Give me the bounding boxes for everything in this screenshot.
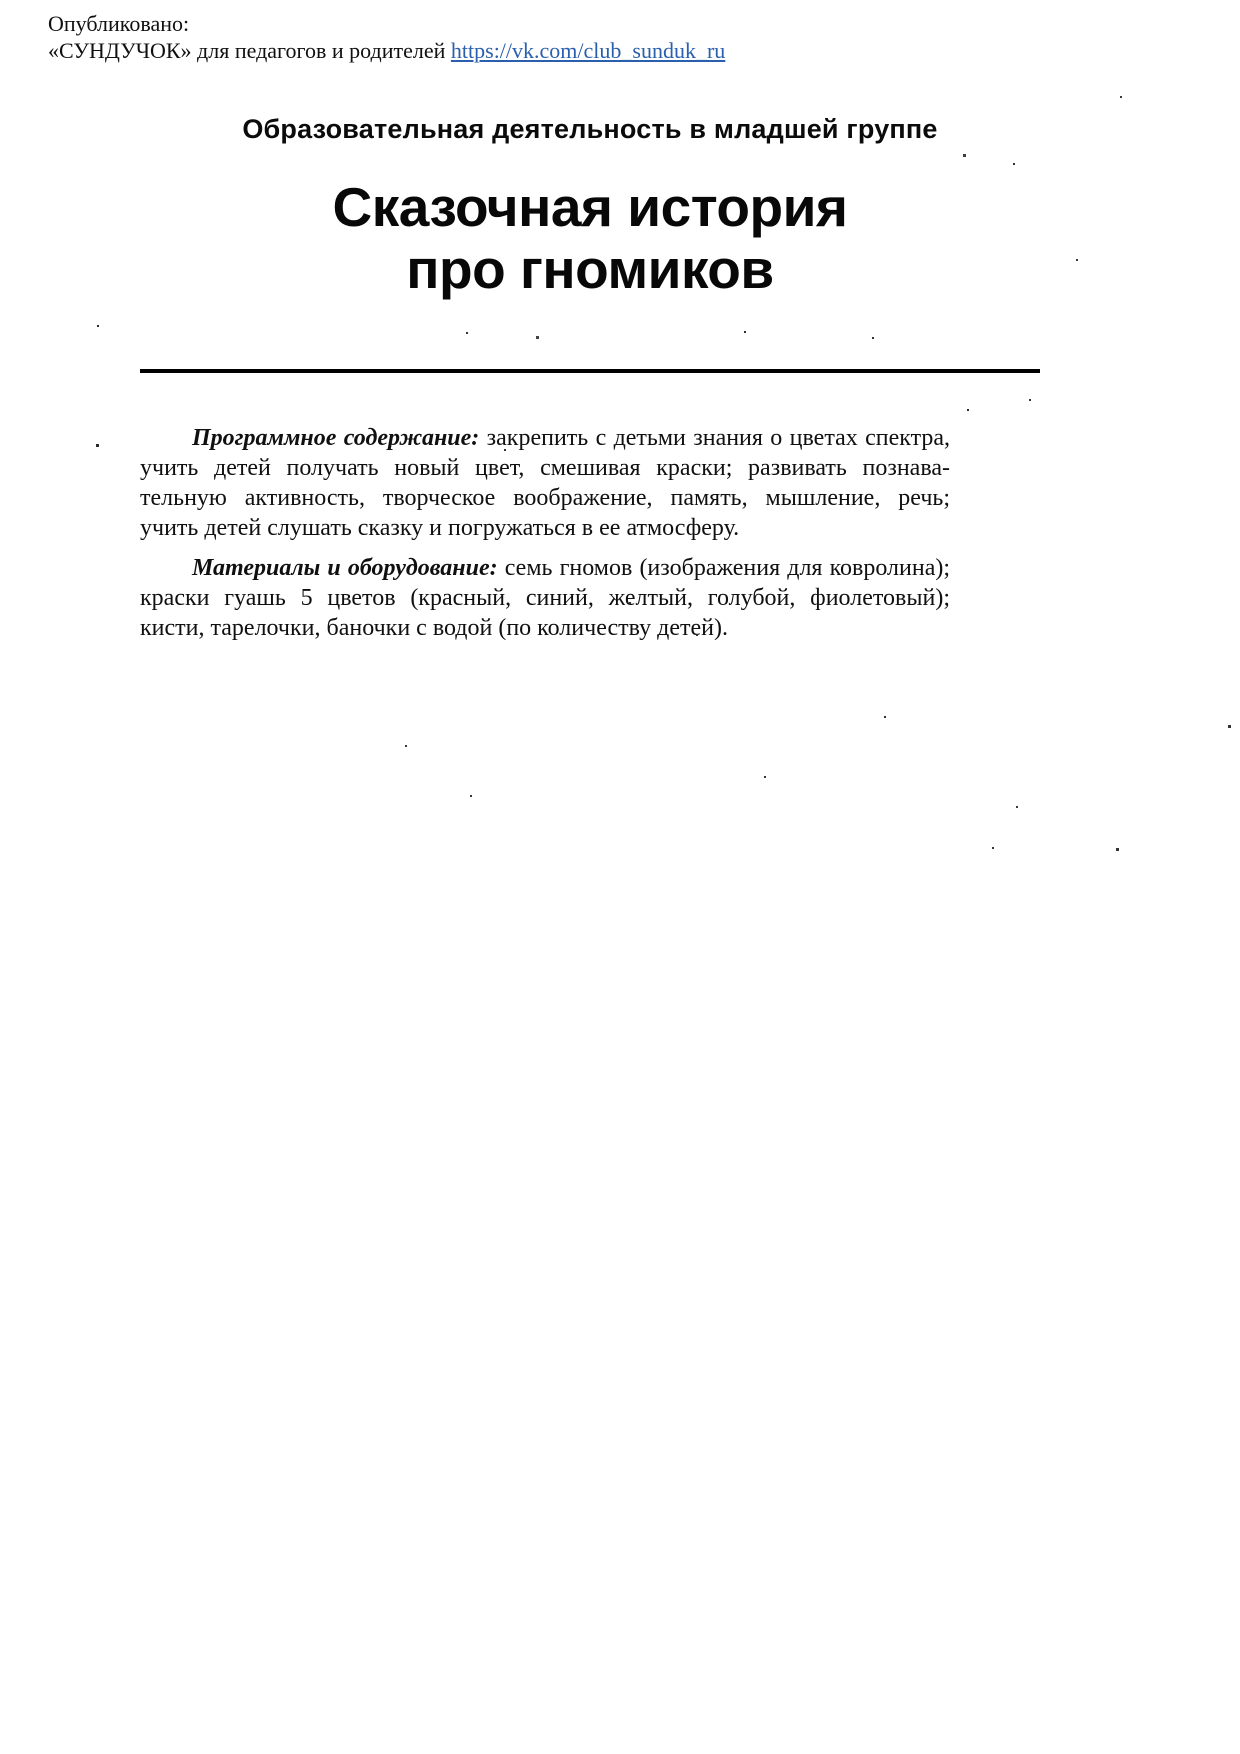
article-body	[140, 423, 950, 643]
paragraph-line: тельную активность, творческое воображение, память, мышление, речь;	[140, 485, 950, 511]
paragraph-lead-program: Программное содержание:	[192, 425, 480, 451]
paragraph-line	[140, 423, 950, 453]
article-title-line-2: про гномиков	[406, 238, 774, 300]
article-kicker: Образовательная деятельность в младшей группе	[242, 114, 938, 144]
paragraph-line: учить детей получать новый цвет, смешивая краски; развивать познава-	[140, 455, 950, 481]
paragraph-line	[140, 553, 950, 583]
published-label: Опубликовано:	[48, 11, 190, 36]
club-name-text: «СУНДУЧОК» для педагогов и родителей	[48, 38, 446, 63]
paragraph-line: кисти, тарелочки, баночки с водой (по количеству детей).	[140, 615, 728, 641]
paragraph-lead-materials: Материалы и оборудование:	[192, 555, 498, 581]
article-title	[140, 176, 1040, 300]
paragraph-materials	[140, 553, 950, 643]
title-divider-rule	[140, 369, 1040, 373]
paragraph-line-text: закрепить с детьми знания о цветах спектра,	[486, 425, 951, 451]
publication-header	[48, 10, 725, 64]
paragraph-line: учить детей слушать сказку и погружаться в ее атмосферу.	[140, 515, 740, 541]
paragraph-line-text: семь гномов (изображения для ковролина);	[504, 555, 951, 581]
club-link[interactable]: https://vk.com/club_sunduk_ru	[450, 38, 726, 63]
paragraph-program-content	[140, 423, 950, 543]
published-source-line	[48, 37, 725, 64]
article-title-line-1: Сказочная история	[332, 176, 848, 238]
paragraph-line: краски гуашь 5 цветов (красный, синий, желтый, голубой, фиолетовый);	[140, 585, 950, 611]
scan-noise-specks	[0, 0, 3, 3]
scan-noise-specks	[0, 0, 2, 2]
